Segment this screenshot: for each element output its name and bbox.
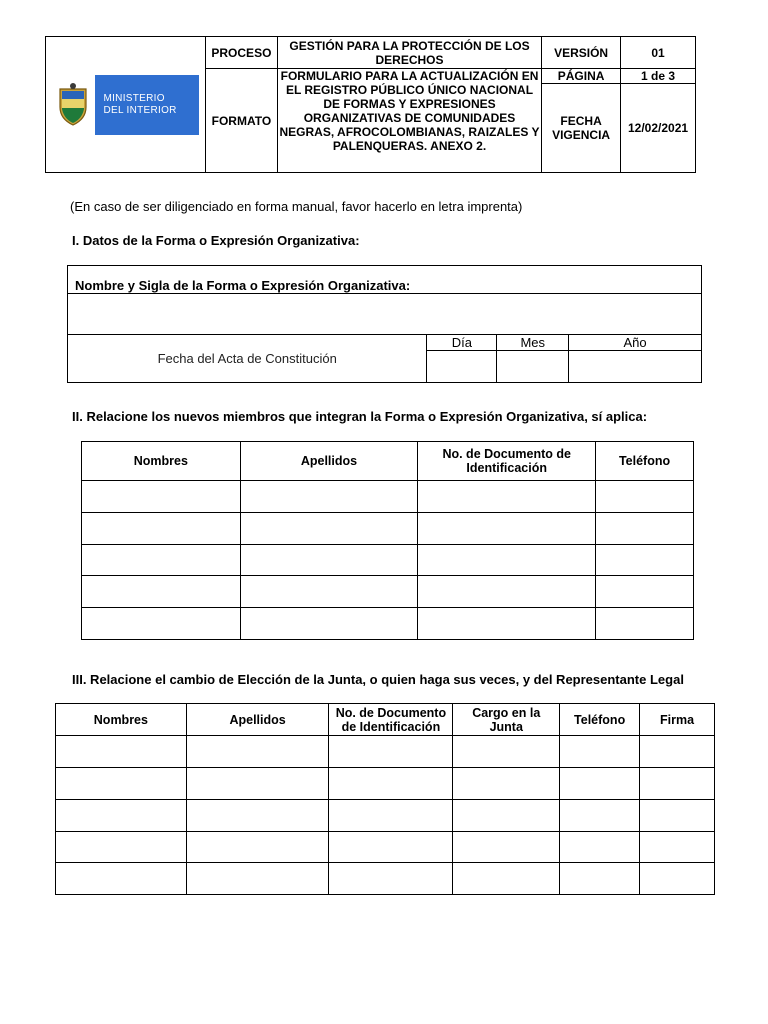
table-cell[interactable]: [640, 768, 715, 800]
table-cell[interactable]: [186, 800, 329, 832]
organization-data-table: [67, 265, 702, 383]
table-row: [56, 800, 715, 832]
table-cell[interactable]: [82, 608, 241, 640]
table-cell[interactable]: [329, 736, 453, 768]
org-name-label: Nombre y Sigla de la Forma o Expresión Organizativa:: [68, 266, 702, 294]
table-cell[interactable]: [453, 863, 560, 895]
table-cell[interactable]: [186, 863, 329, 895]
table-cell[interactable]: [453, 736, 560, 768]
col-header: Nombres: [56, 704, 187, 736]
table-cell[interactable]: [56, 863, 187, 895]
col-header: No. de Documento de Identificación: [329, 704, 453, 736]
pagina-value: 1 de 3: [621, 69, 696, 84]
formato-value: FORMULARIO PARA LA ACTUALIZACIÓN EN EL REGISTRO PÚBLICO ÚNICO NACIONAL DE FORMAS Y EXPRESIONES ORGANIZATIVAS DE COMUNIDADES NEGRAS, AFROCOLOMBIANAS, RAIZALES Y PALENQUERAS. ANEXO 2.: [277, 69, 541, 173]
table-row: [82, 513, 694, 545]
table-cell[interactable]: [560, 832, 640, 863]
table-cell[interactable]: [418, 608, 596, 640]
month-input[interactable]: [497, 351, 569, 383]
table-cell[interactable]: [56, 800, 187, 832]
instruction-note: (En caso de ser diligenciado en forma manual, favor hacerlo en letra imprenta): [70, 199, 523, 214]
table-cell[interactable]: [560, 863, 640, 895]
logo-text-line1: MINISTERIO: [103, 92, 165, 104]
table-row: [82, 545, 694, 576]
col-header: No. de Documento de Identificación: [418, 442, 596, 481]
table-cell[interactable]: [418, 545, 596, 576]
table-cell[interactable]: [329, 768, 453, 800]
section1-heading: I. Datos de la Forma o Expresión Organizativa:: [72, 233, 360, 248]
table-row: [56, 768, 715, 800]
board-election-table: [55, 703, 715, 895]
table-cell[interactable]: [453, 768, 560, 800]
table-cell[interactable]: [329, 863, 453, 895]
table-cell[interactable]: [240, 481, 418, 513]
table-row: [56, 832, 715, 863]
day-input[interactable]: [427, 351, 497, 383]
fecha-vigencia-label: FECHA VIGENCIA: [542, 84, 621, 173]
col-header: Nombres: [82, 442, 241, 481]
table-cell[interactable]: [56, 768, 187, 800]
year-header: Año: [569, 335, 702, 351]
table-cell[interactable]: [418, 481, 596, 513]
section2-heading: II. Relacione los nuevos miembros que integran la Forma o Expresión Organizativa, sí aplica:: [72, 409, 648, 424]
table-cell[interactable]: [56, 832, 187, 863]
document-header: [45, 36, 696, 173]
logo-cell: [46, 37, 206, 173]
table-cell[interactable]: [418, 576, 596, 608]
table-cell[interactable]: [186, 736, 329, 768]
table-cell[interactable]: [560, 736, 640, 768]
table-cell[interactable]: [329, 800, 453, 832]
coat-of-arms-icon: [51, 75, 95, 135]
col-header: Apellidos: [240, 442, 418, 481]
table-cell[interactable]: [82, 513, 241, 545]
version-label: VERSIÓN: [542, 37, 621, 69]
table-cell[interactable]: [329, 832, 453, 863]
pagina-label: PÁGINA: [542, 69, 621, 84]
table-cell[interactable]: [82, 545, 241, 576]
table-cell[interactable]: [560, 768, 640, 800]
table-row: [82, 481, 694, 513]
formato-label: FORMATO: [205, 69, 277, 173]
day-header: Día: [427, 335, 497, 351]
table-cell[interactable]: [186, 768, 329, 800]
table-cell[interactable]: [240, 608, 418, 640]
table-cell[interactable]: [640, 863, 715, 895]
table-cell[interactable]: [596, 608, 694, 640]
version-value: 01: [621, 37, 696, 69]
table-cell[interactable]: [240, 513, 418, 545]
org-name-input[interactable]: [68, 294, 702, 335]
table-cell[interactable]: [453, 832, 560, 863]
table-cell[interactable]: [240, 545, 418, 576]
logo-text-line2: DEL INTERIOR: [103, 104, 177, 116]
table-row: [56, 863, 715, 895]
table-row: [56, 736, 715, 768]
col-header: Cargo en la Junta: [453, 704, 560, 736]
table-cell[interactable]: [596, 576, 694, 608]
table-cell[interactable]: [596, 513, 694, 545]
section3-heading: III. Relacione el cambio de Elección de la Junta, o quien haga sus veces, y del Representante Legal: [72, 672, 684, 687]
table-cell[interactable]: [56, 736, 187, 768]
proceso-value: GESTIÓN PARA LA PROTECCIÓN DE LOS DERECHOS: [277, 37, 541, 69]
col-header: Firma: [640, 704, 715, 736]
table-cell[interactable]: [82, 481, 241, 513]
month-header: Mes: [497, 335, 569, 351]
table-row: [82, 608, 694, 640]
col-header: Apellidos: [186, 704, 329, 736]
constitution-date-label: Fecha del Acta de Constitución: [68, 335, 427, 383]
table-cell[interactable]: [453, 800, 560, 832]
table-row: [82, 576, 694, 608]
table-cell[interactable]: [596, 545, 694, 576]
new-members-table: [81, 441, 694, 640]
col-header: Teléfono: [596, 442, 694, 481]
fecha-vigencia-value: 12/02/2021: [621, 84, 696, 173]
table-cell[interactable]: [418, 513, 596, 545]
table-cell[interactable]: [240, 576, 418, 608]
table-cell[interactable]: [596, 481, 694, 513]
table-cell[interactable]: [82, 576, 241, 608]
proceso-label: PROCESO: [205, 37, 277, 69]
table-cell[interactable]: [560, 800, 640, 832]
col-header: Teléfono: [560, 704, 640, 736]
ministry-logo: [51, 75, 199, 135]
table-cell[interactable]: [640, 736, 715, 768]
year-input[interactable]: [569, 351, 702, 383]
table-cell[interactable]: [640, 800, 715, 832]
table-cell[interactable]: [186, 832, 329, 863]
table-cell[interactable]: [640, 832, 715, 863]
